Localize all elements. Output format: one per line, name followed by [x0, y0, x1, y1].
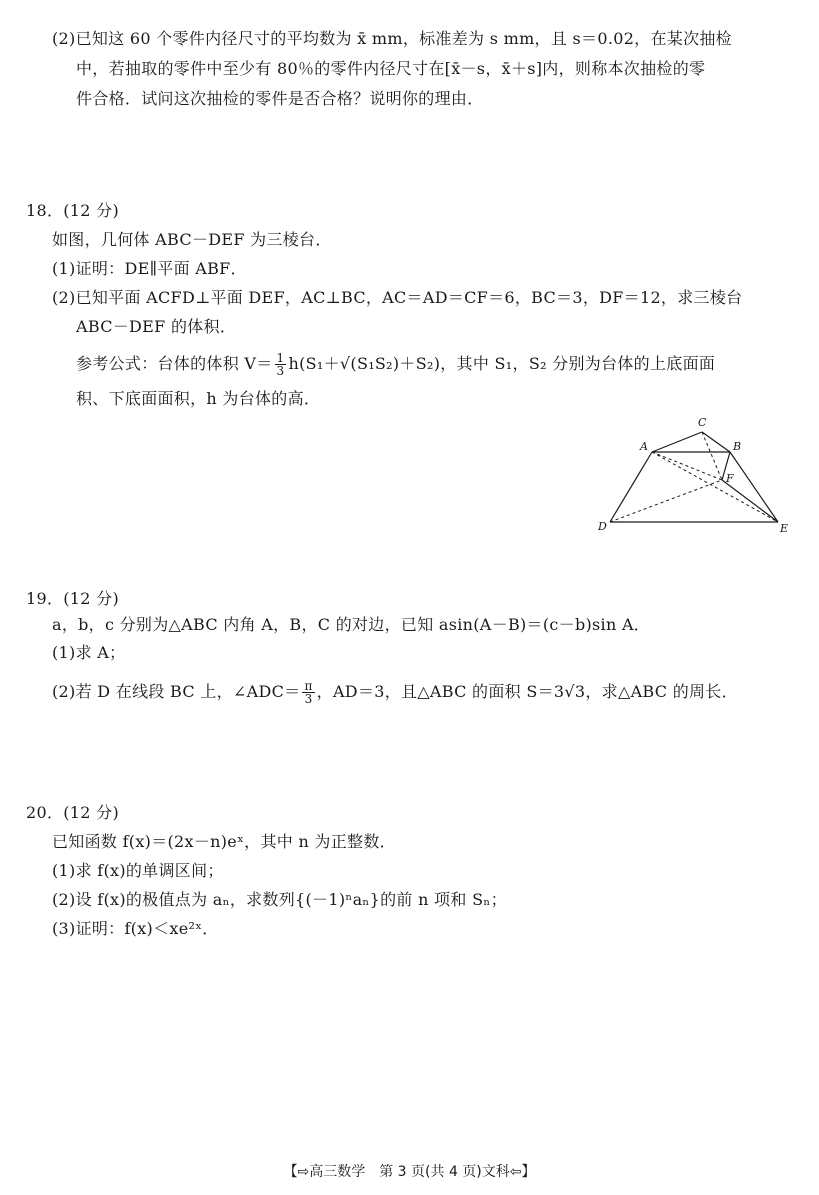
label-C: C — [698, 416, 707, 429]
edge-AE — [652, 452, 778, 522]
q20-header: 20．(12 分) — [26, 803, 119, 822]
q20-part1: (1)求 f(x)的单调区间； — [52, 861, 224, 880]
q18-frustum-figure — [590, 410, 800, 540]
q18-part2-line1: (2)已知平面 ACFD⊥平面 DEF，AC⊥BC，AC＝AD＝CF＝6，BC＝3，DF＝12，求三棱台 — [52, 288, 743, 307]
q19-part2-suffix: ，AD＝3，且△ABC 的面积 S＝3√3，求△ABC 的周长． — [316, 682, 738, 701]
edge-AD — [610, 452, 652, 522]
edge-AC — [652, 432, 702, 452]
page-footer: 【⇨高三数学 第 3 页(共 4 页)文科⇦】 — [283, 1164, 536, 1180]
q18-formula-line2: 积、下底面面积，h 为台体的高． — [76, 389, 321, 408]
label-B: B — [733, 440, 742, 453]
edge-AF — [652, 452, 722, 480]
q19-part1: (1)求 A； — [52, 643, 126, 662]
q19-part2-fraction — [302, 680, 314, 705]
q19-part2-prefix: (2)若 D 在线段 BC 上，∠ADC＝ — [52, 682, 301, 701]
label-D: D — [598, 520, 607, 533]
q18-part2-line2: ABC－DEF 的体积． — [76, 317, 237, 336]
q18-part1: (1)证明：DE∥平面 ABF． — [52, 259, 247, 278]
label-A: A — [640, 440, 648, 453]
q20-part3: (3)证明：f(x)＜xe²ˣ． — [52, 919, 219, 938]
q18-formula — [76, 352, 715, 377]
q19-header: 19．(12 分) — [26, 589, 119, 608]
q18-formula-fraction — [275, 352, 287, 377]
edge-CB — [702, 432, 730, 452]
label-E: E — [780, 522, 789, 535]
q18-formula-num: 1 — [276, 351, 285, 365]
edge-FE — [722, 480, 778, 522]
q17-part2-line3: 件合格．试问这次抽检的零件是否合格？说明你的理由． — [76, 89, 484, 108]
q18-intro: 如图，几何体 ABC－DEF 为三棱台． — [52, 230, 332, 249]
q20-line1: 已知函数 f(x)＝(2x－n)eˣ，其中 n 为正整数． — [52, 832, 396, 851]
q18-formula-suffix: h(S₁＋√(S₁S₂)＋S₂)，其中 S₁，S₂ 分别为台体的上底面面 — [288, 354, 716, 373]
label-F: F — [726, 472, 734, 485]
q18-header: 18．(12 分) — [26, 201, 119, 220]
edge-DF — [610, 480, 722, 522]
edge-BE — [730, 452, 778, 522]
q18-formula-prefix: 参考公式：台体的体积 V＝ — [76, 354, 273, 373]
q19-line1: a，b，c 分别为△ABC 内角 A，B，C 的对边，已知 asin(A－B)＝(c－b)sin A． — [52, 615, 651, 634]
q17-part2-line1: (2)已知这 60 个零件内径尺寸的平均数为 x̄ mm，标准差为 s mm，且 s＝0.02，在某次抽检 — [52, 29, 732, 48]
q19-part2-den: 3 — [304, 692, 313, 706]
q20-part2: (2)设 f(x)的极值点为 aₙ，求数列{(－1)ⁿaₙ}的前 n 项和 Sₙ； — [52, 890, 507, 909]
q17-part2-line2: 中，若抽取的零件中至少有 80％的零件内径尺寸在[x̄－s，x̄＋s]内，则称本次抽检的零 — [76, 59, 706, 78]
q19-part2 — [52, 680, 738, 705]
q19-part2-num: π — [304, 679, 313, 693]
q18-formula-den: 3 — [276, 364, 285, 378]
